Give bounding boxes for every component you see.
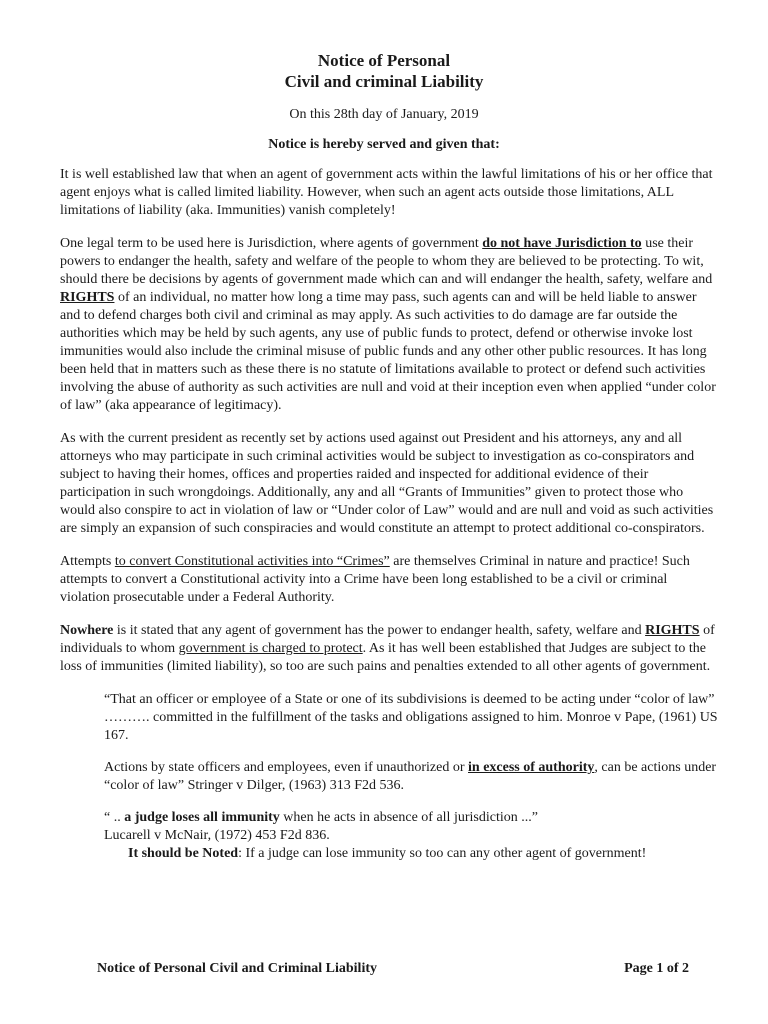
text-run: “ ..	[104, 810, 125, 825]
text-run: Actions by state officers and employees, even if unauthorized or	[104, 760, 469, 775]
document-body	[60, 166, 720, 877]
emphasis-judge-immunity: a judge loses all immunity	[124, 810, 280, 825]
document-title	[0, 50, 768, 92]
page-footer	[97, 960, 689, 978]
emphasis-rights: RIGHTS	[60, 290, 115, 305]
paragraph-jurisdiction	[60, 235, 720, 415]
paragraph-nowhere	[60, 622, 720, 676]
paragraph-limited-liability: It is well established law that when an agent of government acts within the lawful limitations of his or her office that agent enjoys what is called limited liability. However, when such an agent acts outside those limitations, ALL limitations of liability (aka. Immunities) vanish completely!	[60, 167, 713, 218]
text-run: use their powers to endanger the health, safety and welfare of the people to whom they are believed to be protecting. To wit, should there be decisions by agents of government made which can and will endanger the health, safety, welfare and	[60, 236, 713, 287]
case-citation: Lucarell v McNair, (1972) 453 F2d 836.	[104, 828, 330, 843]
emphasis-nowhere: Nowhere	[60, 623, 114, 638]
quote-lucarell	[104, 809, 720, 863]
title-line-2: Civil and criminal Liability	[284, 72, 484, 91]
closing-note	[104, 845, 720, 863]
title-line-1: Notice of Personal	[317, 51, 451, 70]
paragraph-attempts	[60, 553, 720, 607]
emphasis-rights: RIGHTS	[645, 623, 700, 638]
served-heading: Notice is hereby served and given that:	[268, 137, 500, 152]
paragraph-attorneys: As with the current president as recently set by actions used against out President and his attorneys, any and all attorneys who may participate in such criminal activities would be subject to investigation as co-conspirators and subject to having their homes, offices and properties raided and inspected for additional evidence of their participation in such wrongdoings. Additionally, any and all “Grants of Immunities” given to protect those who would also conspire to act in violation of law or “Under color of Law” would and are null and void as such activities are simply an expansion of such conspiracies and would constitute an attempt to protect additional co-conspirators.	[60, 431, 714, 536]
emphasis-convert-activities: to convert Constitutional activities into “Crimes”	[114, 554, 390, 569]
emphasis-government-charged: government is charged to protect	[178, 641, 363, 656]
text-run: of individuals to whom	[60, 623, 715, 656]
text-run: : If a judge can lose immunity so too can any other agent of government!	[238, 846, 647, 861]
case-quotes	[104, 691, 720, 863]
text-run: One legal term to be used here is Jurisdiction, where agents of government	[60, 236, 483, 251]
quote-stringer	[104, 759, 720, 795]
text-run: Attempts	[60, 554, 115, 569]
text-run: of an individual, no matter how long a time may pass, such agents can and will be held liable to answer and to defend charges both civil and criminal as may apply. As such activities to do damage are far outside the authorities which may be held by such agents, any use of public funds to protect, defend or otherwise invoke lost immunities would also include the criminal misuse of public funds and any other other public resources. It has long been held that in matters such as these there is no statute of limitations available to protect or defend such activities involving the abuse of authority as such activities are null and void at their inception even when applied “under color of law” (aka appearance of legitimacy).	[60, 290, 716, 413]
text-run: when he acts in absence of all jurisdiction ...”	[279, 810, 538, 825]
page-number: Page 1 of 2	[624, 961, 689, 976]
date-line: On this 28th day of January, 2019	[289, 107, 479, 122]
emphasis-jurisdiction: do not have Jurisdiction to	[482, 236, 642, 251]
quote-monroe: “That an officer or employee of a State or one of its subdivisions is deemed to be acting under “color of law” ………. committed in the fulfillment of the tasks and obligations assigned to him. Monroe v Pape, (1961) US 167.	[104, 692, 718, 743]
emphasis-excess-authority: in excess of authority	[468, 760, 595, 775]
footer-title: Notice of Personal Civil and Criminal Liability	[97, 961, 377, 976]
text-run: is it stated that any agent of government has the power to endanger health, safety, welfare and	[113, 623, 646, 638]
text-run: are themselves Criminal in nature and practice! Such attempts to convert a Constitutional activity into a Crime have been long established to be a civil or criminal violation prosecutable under a Federal Authority.	[60, 554, 690, 605]
text-run: . As it has well been established that Judges are subject to the loss of immunities (limited liability), so too are such pains and penalties extended to all other agents of government.	[60, 641, 711, 674]
note-label: It should be Noted	[128, 846, 239, 861]
text-run: , can be actions under “color of law” Stringer v Dilger, (1963) 313 F2d 536.	[104, 760, 717, 793]
